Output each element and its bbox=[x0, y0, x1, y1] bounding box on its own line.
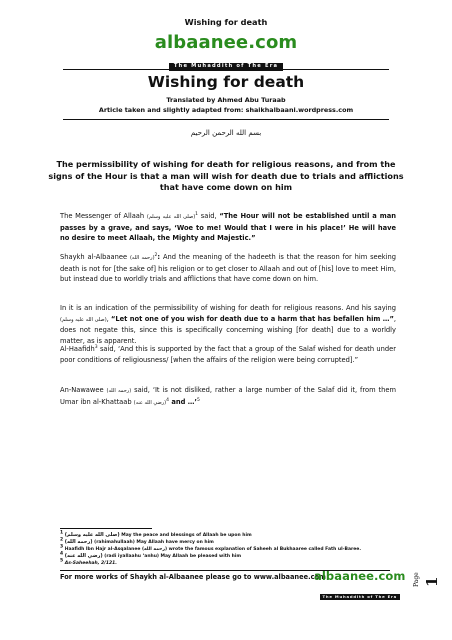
section-heading: The permissibility of wishing for death for religious reasons, and from the signs of the Hour is that a man will wish for death due to trials and afflictions that have come down on him bbox=[48, 159, 404, 192]
footnote-1-number: 1 bbox=[60, 530, 64, 536]
footnote-2-text: (rahimahullaah) May Allaah have mercy on him bbox=[92, 540, 214, 546]
page-number bbox=[403, 557, 441, 587]
footnote-2 bbox=[60, 539, 400, 546]
p5-honorific: (رحمه الله) bbox=[106, 388, 132, 394]
footnote-5-number: 5 bbox=[60, 558, 64, 564]
logo-wordmark: albaanee.com bbox=[154, 32, 298, 53]
footnote-ref-3[interactable]: 3 bbox=[94, 344, 98, 350]
logo-tagline: The Muhaddith of The Era bbox=[169, 63, 283, 71]
credits-bottom-rule bbox=[63, 119, 389, 120]
page-number-value: 1 bbox=[423, 576, 441, 587]
page-title: Wishing for death bbox=[147, 73, 305, 91]
footnote-4-text: (radi iyallaahu ‘anhu) May Allaah be pleased with him bbox=[102, 554, 242, 560]
footnote-1-text: May the peace and blessings of Allaah be upon him bbox=[119, 533, 252, 538]
footnote-ref-2[interactable]: 2 bbox=[154, 252, 158, 258]
albaanee-logo bbox=[0, 34, 452, 71]
p5-text-c: and …’ bbox=[168, 397, 197, 406]
p3-text-b: , bbox=[106, 314, 111, 323]
running-head: Wishing for death bbox=[184, 17, 268, 27]
p3-text-c: , does not negate this, since this is specifically concerning wishing [for death] due to a worldly matter, as is apparent. bbox=[60, 314, 396, 345]
paragraph-4 bbox=[60, 344, 396, 365]
p3-quote: “Let not one of you wish for death due to a harm that has befallen him …” bbox=[110, 314, 394, 323]
footnotes bbox=[60, 532, 400, 567]
p1-honorific: (صلى الله عليه وسلم) bbox=[146, 214, 196, 220]
footnote-3-text: Haafidh Ibn Hajr al-Asqalanee (رحمه الله) wrote the famous explanation of Saheeh al Bukhaaree called Fath ul-Baree. bbox=[63, 546, 362, 552]
source-credit: Article taken and slightly adapted from: shaikhalbaani.wordpress.com bbox=[98, 106, 354, 114]
translator-credit: Translated by Ahmed Abu Turaab bbox=[166, 96, 286, 104]
paragraph-5 bbox=[60, 385, 396, 408]
footer-logo-tagline: The Muhaddith of The Era bbox=[320, 594, 401, 600]
footnote-3-number: 3 bbox=[60, 544, 64, 550]
p4-text-a: Al-Haafidh bbox=[60, 345, 95, 353]
footnote-ref-4[interactable]: 4 bbox=[166, 397, 169, 403]
footnote-2-arabic: (رحمه الله) bbox=[64, 539, 93, 546]
footnote-4-arabic: (رضي الله عنه) bbox=[64, 553, 103, 560]
p4-text-b: said, ‘And this is supported by the fact that a group of the Salaf wished for death under poor conditions of religiousness/ [when the affairs of the religion were being corrupted].” bbox=[60, 345, 396, 364]
bismillah: بسم الله الرحمن الرحيم bbox=[190, 129, 262, 137]
footnote-5-text: As-Saheehah, 2/121. bbox=[63, 560, 117, 566]
footnote-1 bbox=[60, 532, 400, 539]
footnote-4 bbox=[60, 553, 400, 560]
p1-quote: “The Hour will not be established until a man passes by a grave, and says, ‘Woe to me! Would that I were in his place!’ He will have no desire to meet Allaah, the Mighty and Majestic.” bbox=[60, 212, 397, 243]
footnote-1-arabic: (صلى الله عليه وسلم) bbox=[64, 532, 120, 538]
paragraph-3 bbox=[60, 303, 396, 346]
footer-logo-wordmark: albaanee.com bbox=[314, 569, 406, 583]
footnote-divider bbox=[60, 528, 152, 529]
page-label: Page bbox=[413, 572, 420, 587]
p5-text-b: said, ‘It is not disliked, rather a large number of the Salaf did it, from them Umar ibn al-Khattaab bbox=[60, 386, 397, 406]
paragraph-2 bbox=[60, 252, 396, 285]
p3-text-a: In it is an indication of the permissibility of wishing for death for religious reasons. And his saying bbox=[60, 304, 396, 312]
p2-honorific: (رحمه الله) bbox=[129, 255, 155, 261]
p1-text-b: said, bbox=[198, 212, 220, 220]
p1-text-a: The Messenger of Allaah bbox=[60, 212, 147, 220]
footnote-ref-1[interactable]: 1 bbox=[195, 211, 199, 217]
footer-albaanee-logo[interactable] bbox=[314, 571, 406, 602]
p2-colon: : bbox=[157, 253, 161, 261]
footnote-4-number: 4 bbox=[60, 551, 64, 557]
footnote-ref-5[interactable]: 5 bbox=[196, 397, 200, 403]
p2-text-b: And the meaning of the hadeeth is that the reason for him seeking death is not for [the sake of] his religion or to get closer to Allaah and out of [his] love to meet Him, but instead due to worldly trials and afflictions that have come down on him. bbox=[60, 253, 397, 284]
p3-honorific: (صلى الله عليه وسلم) bbox=[60, 316, 107, 323]
p5-text-a: An-Nawawee bbox=[60, 386, 107, 394]
p5-honorific-2: (رضي الله عنه) bbox=[133, 399, 167, 406]
p2-text-a: Shaykh al-Albaanee bbox=[60, 253, 130, 261]
footer-link-text[interactable]: For more works of Shaykh al-Albaanee please go to www.albaanee.com bbox=[60, 573, 326, 581]
paragraph-1 bbox=[60, 211, 396, 244]
title-top-rule bbox=[63, 69, 389, 70]
footnote-2-number: 2 bbox=[60, 537, 64, 543]
footnote-5 bbox=[60, 558, 400, 567]
